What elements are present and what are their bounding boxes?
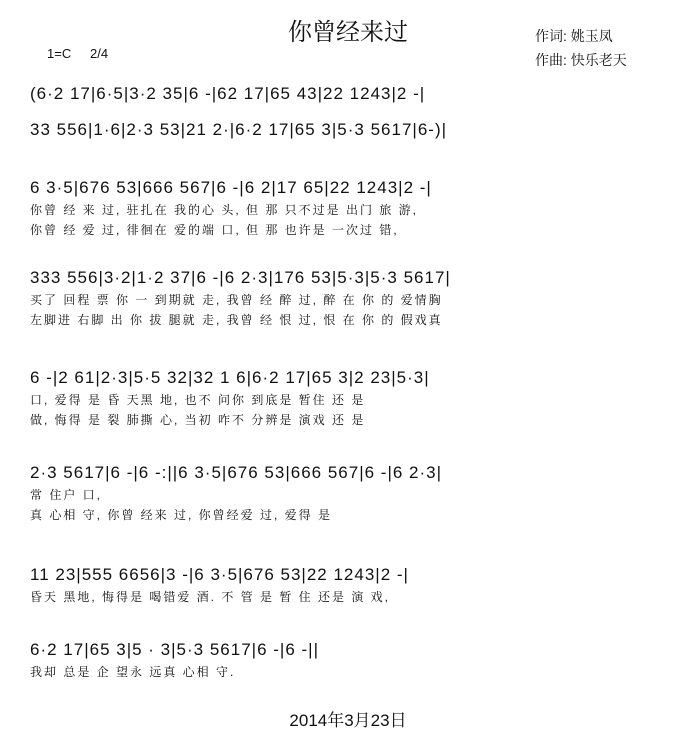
- lyric-verse-1: 口, 爱得 是 昏 天黑 地, 也不 问你 到底是 暂住 还 是: [30, 393, 366, 407]
- score-system-4: [30, 266, 670, 330]
- notation-line: 11 23|555 6656|3 -|6 3·5|676 53|22 1243|2 -|: [30, 565, 409, 584]
- score-system-5: [30, 366, 670, 430]
- lyric-verse-2: 真 心相 守, 你曾 经来 过, 你曾经爱 过, 爱得 是: [30, 508, 333, 522]
- score-system-3: [30, 176, 670, 240]
- lyric-verse-2: 左脚进 右脚 出 你 拔 腿就 走, 我曾 经 恨 过, 恨 在 你 的 假戏真: [30, 313, 443, 327]
- lyric-verse-1: 买了 回程 票 你 一 到期就 走, 我曾 经 醉 过, 醉 在 你 的 爱情胸: [30, 293, 443, 307]
- notation-line: 333 556|3·2|1·2 37|6 -|6 2·3|176 53|5·3|5·3 5617|: [30, 268, 451, 287]
- lyric-verse-1: 我却 总是 企 望永 远真 心相 守.: [30, 665, 236, 679]
- notation-line: 6 3·5|676 53|666 567|6 -|6 2|17 65|22 1243|2 -|: [30, 178, 432, 197]
- score-system-2: [30, 118, 670, 142]
- lyricist-credit: 作词: 姚玉凤: [535, 28, 613, 44]
- lyric-verse-1: 常 住户 口,: [30, 488, 103, 502]
- composer-credit: 作曲: 快乐老天: [535, 52, 627, 68]
- key-signature: 1=C: [47, 46, 72, 61]
- lyric-verse-1: 你曾 经 来 过, 驻扎在 我的心 头, 但 那 只不过是 出门 旅 游,: [30, 203, 419, 217]
- notation-line: 33 556|1·6|2·3 53|21 2·|6·2 17|65 3|5·3 5617|6-)|: [30, 120, 448, 139]
- notation-line: 6 -|2 61|2·3|5·5 32|32 1 6|6·2 17|65 3|2 23|5·3|: [30, 368, 430, 387]
- score-system-7: [30, 563, 670, 607]
- date-footer: 2014年3月23日: [289, 711, 407, 730]
- score-system-8: [30, 638, 670, 682]
- song-title: 你曾经来过: [288, 19, 408, 46]
- notation-line: 2·3 5617|6 -|6 -:||6 3·5|676 53|666 567|6 -|6 2·3|: [30, 463, 443, 482]
- lyric-verse-1: 昏天 黑地, 悔得是 喝错爱 酒. 不 管 是 暂 住 还是 演 戏,: [30, 590, 391, 604]
- notation-line: 6·2 17|65 3|5 · 3|5·3 5617|6 -|6 -||: [30, 640, 320, 659]
- time-signature: 2/4: [90, 46, 109, 61]
- lyric-verse-2: 你曾 经 爱 过, 徘徊在 爱的端 口, 但 那 也许是 一次过 错,: [30, 223, 399, 237]
- lyric-verse-2: 做, 悔得 是 裂 肺撕 心, 当初 咋不 分辨是 演戏 还 是: [30, 413, 366, 427]
- notation-line: (6·2 17|6·5|3·2 35|6 -|62 17|65 43|22 1243|2 -|: [30, 84, 426, 103]
- score-system-6: [30, 461, 670, 525]
- score-system-1: [30, 82, 670, 106]
